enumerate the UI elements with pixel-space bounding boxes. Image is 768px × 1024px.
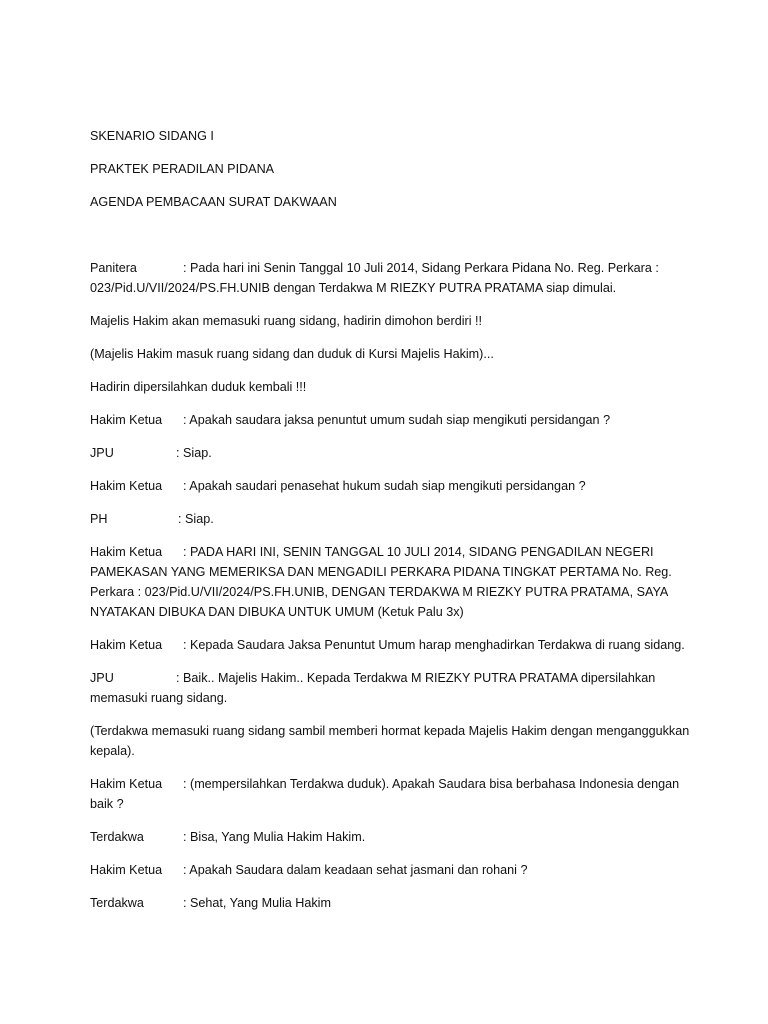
dialog-text: : Apakah saudari penasehat hukum sudah siap mengikuti persidangan ? [183, 479, 586, 493]
document-subtitle: PRAKTEK PERADILAN PIDANA [90, 162, 275, 176]
speaker-label: Terdakwa [90, 830, 144, 844]
speaker-label: Hakim Ketua [90, 638, 163, 652]
dialog-line [90, 258, 690, 298]
speaker-label: Hakim Ketua [90, 479, 163, 493]
dialog-text: : PADA HARI INI, SENIN TANGGAL 10 JULI 2014, SIDANG PENGADILAN NEGERI PAMEKASAN YANG MEMERIKSA DAN MENGADILI PERKARA PIDANA TINGKAT PERTAMA No. Reg. Perkara : 023/Pid.U/VII/2024/PS.FH.UNIB, DENGAN TERDAKWA M RIEZKY PUTRA PRATAMA, SAYA NYATAKAN DIBUKA DAN DIBUKA UNTUK UMUM (Ketuk Palu 3x) [90, 545, 672, 619]
document-title: SKENARIO SIDANG I [90, 129, 214, 143]
dialog-line [90, 860, 690, 880]
dialog-line [90, 668, 690, 708]
speaker-label: Hakim Ketua [90, 863, 163, 877]
dialog-text: : Siap. [176, 446, 212, 460]
document-page [90, 126, 690, 926]
dialog-text: : Apakah Saudara dalam keadaan sehat jasmani dan rohani ? [183, 863, 528, 877]
speaker-label: PH [90, 512, 108, 526]
dialog-line [90, 443, 690, 463]
dialog-line [90, 410, 690, 430]
spacer [90, 225, 690, 258]
speaker-label: JPU [90, 671, 114, 685]
dialog-text: : Baik.. Majelis Hakim.. Kepada Terdakwa M RIEZKY PUTRA PRATAMA dipersilahkan memasuki ruang sidang. [90, 671, 656, 705]
speaker-label: Panitera [90, 261, 137, 275]
dialog-text: : Siap. [178, 512, 214, 526]
dialog-line [90, 774, 690, 814]
dialog-line [90, 827, 690, 847]
speaker-label: JPU [90, 446, 114, 460]
stage-direction: (Majelis Hakim masuk ruang sidang dan duduk di Kursi Majelis Hakim)... [90, 347, 494, 361]
dialog-text: : Apakah saudara jaksa penuntut umum sudah siap mengikuti persidangan ? [183, 413, 611, 427]
dialog-text: : Kepada Saudara Jaksa Penuntut Umum harap menghadirkan Terdakwa di ruang sidang. [183, 638, 685, 652]
dialog-text: : Sehat, Yang Mulia Hakim [183, 896, 331, 910]
dialog-text: : Pada hari ini Senin Tanggal 10 Juli 2014, Sidang Perkara Pidana No. Reg. Perkara : 023/Pid.U/VII/2024/PS.FH.UNIB dengan Terdakwa M RIEZKY PUTRA PRATAMA siap dimulai. [90, 261, 659, 295]
speaker-label: Terdakwa [90, 896, 144, 910]
dialog-line [90, 893, 690, 913]
speaker-label: Hakim Ketua [90, 413, 163, 427]
document-agenda: AGENDA PEMBACAAN SURAT DAKWAAN [90, 195, 337, 209]
dialog-line [90, 509, 690, 529]
stage-direction: (Terdakwa memasuki ruang sidang sambil memberi hormat kepada Majelis Hakim dengan menganggukkan kepala). [90, 724, 690, 758]
dialog-line [90, 635, 690, 655]
narration-line: Majelis Hakim akan memasuki ruang sidang, hadirin dimohon berdiri !! [90, 314, 482, 328]
narration-line: Hadirin dipersilahkan duduk kembali !!! [90, 380, 307, 394]
speaker-label: Hakim Ketua [90, 545, 163, 559]
dialog-line [90, 542, 690, 622]
dialog-text: : Bisa, Yang Mulia Hakim Hakim. [183, 830, 366, 844]
dialog-text: : (mempersilahkan Terdakwa duduk). Apakah Saudara bisa berbahasa Indonesia dengan baik ? [90, 777, 680, 811]
speaker-label: Hakim Ketua [90, 777, 163, 791]
dialog-line [90, 476, 690, 496]
